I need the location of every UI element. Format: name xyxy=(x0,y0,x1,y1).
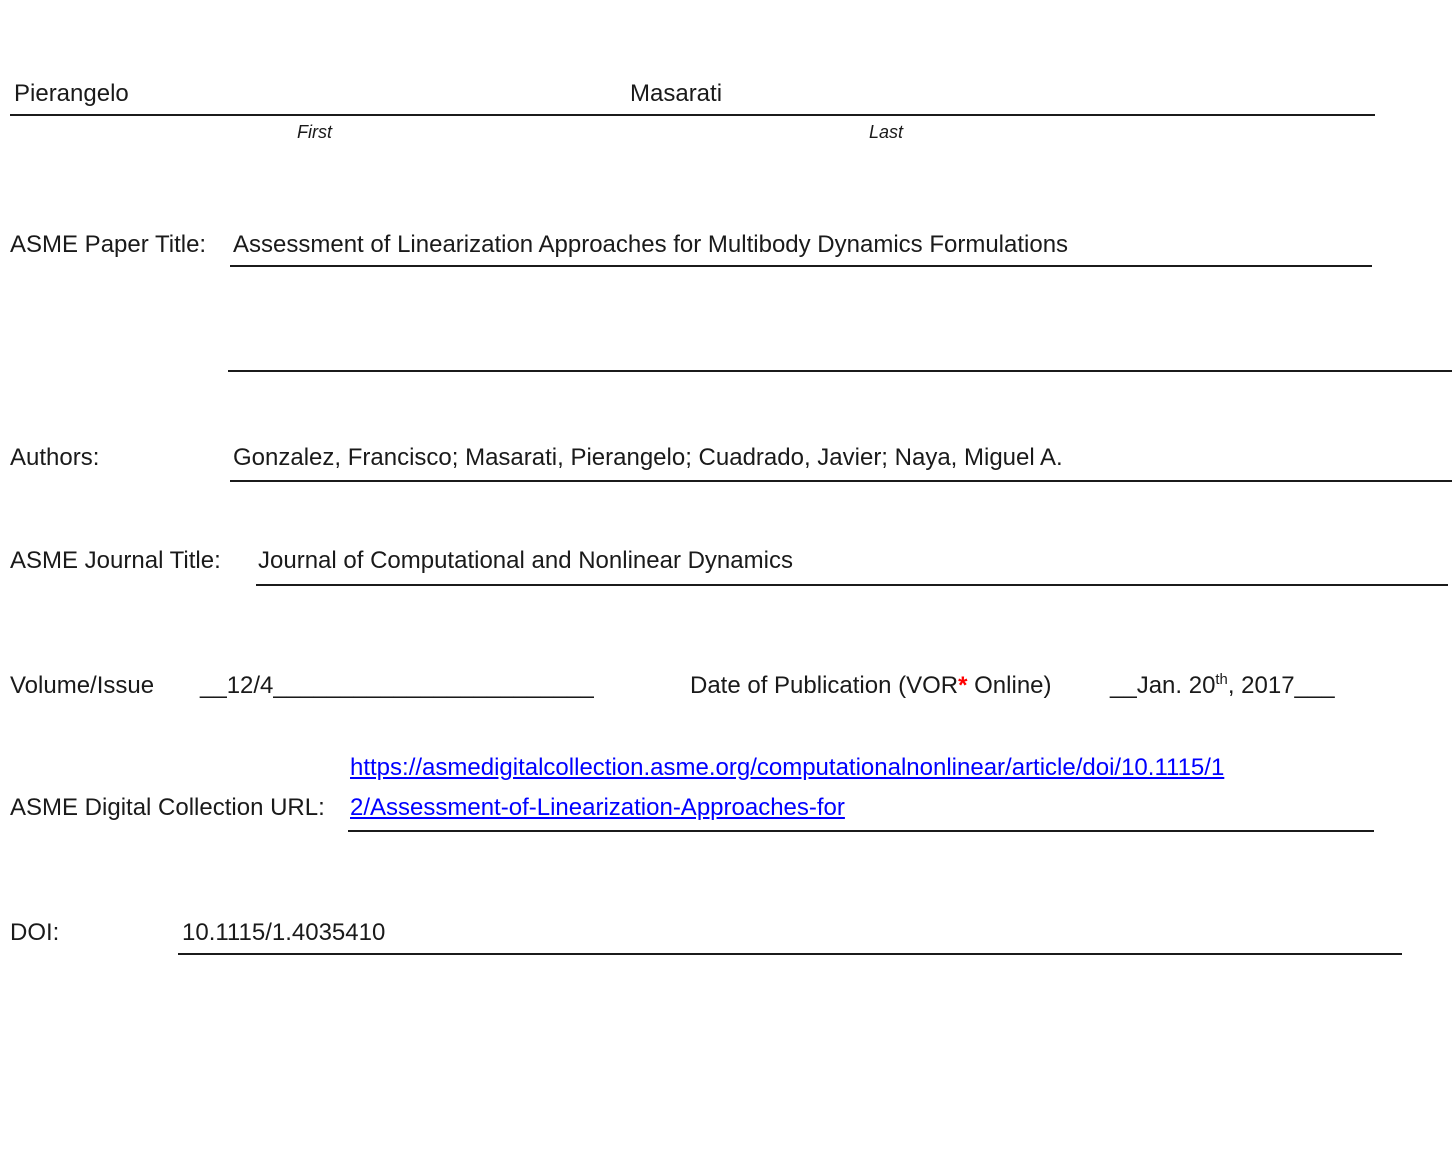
publication-date-value xyxy=(1110,672,1335,701)
author-last-name-value: Masarati xyxy=(630,80,723,107)
doi-value: 10.1115/1.4035410 xyxy=(182,919,386,946)
journal-title-underline xyxy=(256,584,1448,586)
paper-title-label: ASME Paper Title: xyxy=(10,231,207,258)
author-first-name-value: Pierangelo xyxy=(14,80,129,107)
last-name-label: Last xyxy=(869,122,904,142)
publication-date-label-pre: Date of Publication (VOR xyxy=(690,672,959,699)
journal-title-label: ASME Journal Title: xyxy=(10,547,221,574)
authors-value: Gonzalez, Francisco; Masarati, Pierangelo; Cuadrado, Javier; Naya, Miguel A. xyxy=(233,444,1063,471)
volume-issue-label: Volume/Issue xyxy=(10,672,155,699)
digital-collection-url-line1[interactable]: https://asmedigitalcollection.asme.org/computationalnonlinear/article/doi/10.1115/1 xyxy=(350,754,1225,781)
publication-date-value-pre: __Jan. 20 xyxy=(1110,672,1216,699)
digital-collection-url-label: ASME Digital Collection URL: xyxy=(10,794,325,821)
journal-title-value: Journal of Computational and Nonlinear Dynamics xyxy=(258,547,793,574)
first-name-label: First xyxy=(297,122,332,142)
paper-title-underline xyxy=(230,265,1372,267)
paper-title-value: Assessment of Linearization Approaches for Multibody Dynamics Formulations xyxy=(233,231,1069,258)
paper-title-continuation-underline xyxy=(228,370,1452,372)
doi-label: DOI: xyxy=(10,919,60,946)
name-underline xyxy=(10,114,1375,116)
volume-issue-value: __12/4________________________ xyxy=(200,672,594,699)
publication-date-value-post: , 2017___ xyxy=(1227,672,1335,699)
publication-date-label-post: Online) xyxy=(967,672,1052,699)
publication-date-label xyxy=(690,672,1052,701)
digital-collection-url-underline xyxy=(348,830,1374,832)
authors-label: Authors: xyxy=(10,444,100,471)
ordinal-superscript: th xyxy=(1215,672,1228,688)
digital-collection-url-line2[interactable]: 2/Assessment-of-Linearization-Approaches-for xyxy=(350,794,845,821)
authors-underline xyxy=(230,480,1452,482)
vor-asterisk: * xyxy=(958,672,968,699)
doi-underline xyxy=(178,953,1402,955)
